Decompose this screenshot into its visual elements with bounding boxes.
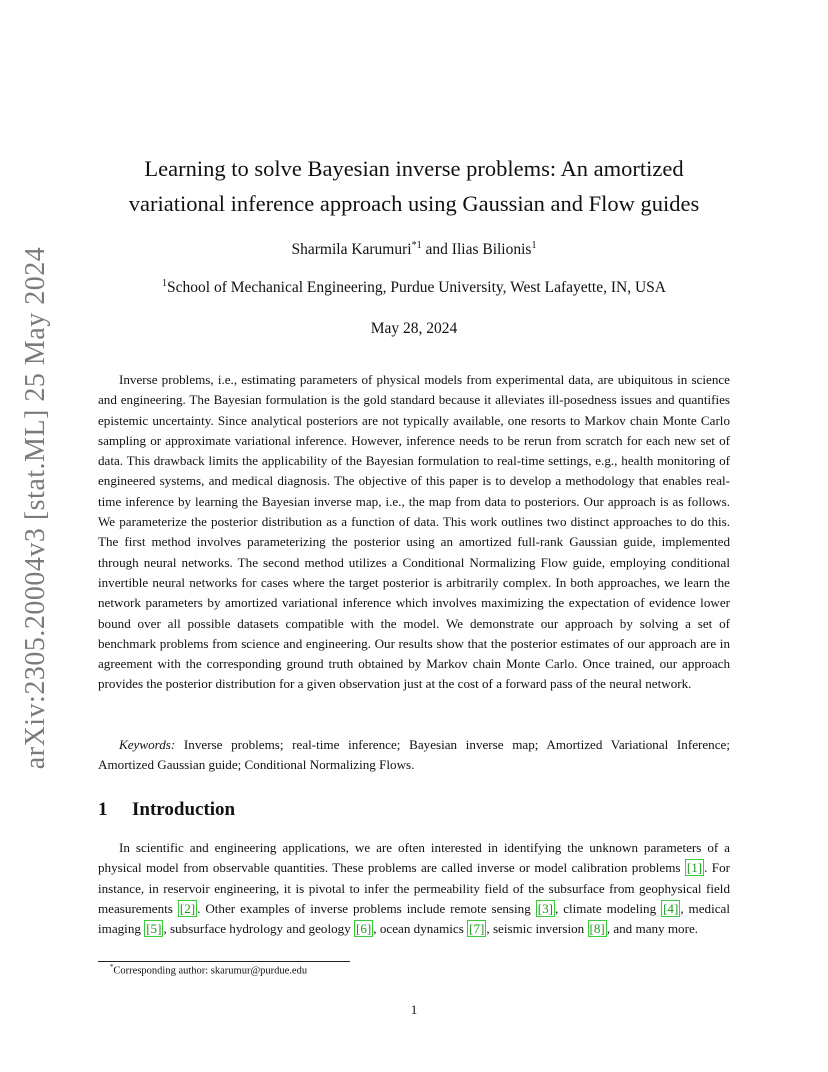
footnote-divider	[98, 961, 350, 962]
intro-text: In scientific and engineering applications, we are often interested in identifying the unknown parameters of a physical model from observable quantities. These problems are called inverse or model calibration problems	[98, 840, 730, 876]
intro-text: , subsurface hydrology and geology	[163, 921, 355, 937]
abstract: Inverse problems, i.e., estimating parameters of physical models from experimental data, are ubiquitous in science and engineering. The Bayesian formulation is the gold standard because it alleviates ill-posedness issues and quantifies epistemic uncertainty. Since analytical posteriors are not typically available, one resorts to Markov chain Monte Carlo sampling or approximate variational inference. However, inference needs to be rerun from scratch for each new set of data. This drawback limits the applicability of the Bayesian formulation to real-time settings, e.g., health monitoring of engineered systems, and medical diagnosis. The objective of this paper is to develop a methodology that enables real-time inference by learning the Bayesian inverse map, i.e., the map from data to posteriors. Our approach is as follows. We parameterize the posterior distribution as a function of data. This work outlines two distinct approaches to do this. The first method involves parameterizing the posterior using an amortized full-rank Gaussian guide, implemented through neural networks. The second method utilizes a Conditional Normalizing Flow guide, employing conditional invertible neural networks for cases where the target posterior is arbitrarily complex. In both approaches, we learn the network parameters by amortized variational inference which involves maximizing the expectation of evidence lower bound over all possible datasets compatible with the model. We demonstrate our approach by solving a set of benchmark problems from science and engineering. Our results show that the posterior estimates of our approach are in agreement with the corresponding ground truth obtained by Markov chain Monte Carlo. Once trained, our approach provides the posterior distribution for a given observation just at the cost of a forward pass of the neural network.	[98, 372, 730, 692]
affiliation	[98, 278, 730, 297]
arxiv-identifier: arXiv:2305.20004v3 [stat.ML] 25 May 2024	[20, 246, 51, 770]
citation-link[interactable]: [8]	[589, 921, 605, 937]
paper-title	[98, 151, 730, 221]
intro-text: . Other examples of inverse problems include remote sensing	[197, 900, 536, 916]
author-mark: *1	[411, 240, 422, 251]
affiliation-text: School of Mechanical Engineering, Purdue University, West Lafayette, IN, USA	[167, 279, 666, 297]
title-line-2: variational inference approach using Gaussian and Flow guides	[128, 191, 700, 216]
intro-text: , and many more.	[606, 921, 699, 937]
affiliation-mark: 1	[162, 278, 168, 289]
page-number: 1	[410, 1002, 418, 1017]
footnote-mark: *	[110, 964, 114, 971]
section-heading	[98, 799, 235, 821]
citation-link[interactable]: [2]	[179, 900, 196, 916]
intro-text: , seismic inversion	[486, 921, 588, 937]
intro-text: , medical imaging	[98, 900, 730, 937]
citation-link[interactable]: [4]	[663, 900, 679, 916]
citation-link[interactable]: [5]	[146, 921, 162, 937]
author-list	[98, 240, 730, 259]
keywords	[98, 735, 730, 776]
intro-text: . For instance, in reservoir engineering, it is pivotal to infer the permeability field of the subsurface from geophysical field measurements	[98, 860, 730, 916]
citation-link[interactable]: [1]	[686, 860, 703, 876]
title-line-1: Learning to solve Bayesian inverse problems: An amortized	[144, 156, 684, 181]
intro-text: , ocean dynamics	[373, 921, 468, 937]
footnote	[110, 964, 307, 977]
intro-text: , climate modeling	[554, 900, 662, 916]
keywords-text: Inverse problems; real-time inference; Bayesian inverse map; Amortized Variational Inference; Amortized Gaussian guide; Conditional Normalizing Flows.	[98, 737, 730, 773]
citation-link[interactable]: [3]	[537, 900, 553, 916]
section-title: Introduction	[132, 799, 236, 820]
author-name: Ilias Bilionis	[451, 241, 532, 259]
publication-date: May 28, 2024	[370, 320, 458, 337]
introduction-paragraph	[98, 838, 730, 939]
section-number: 1	[98, 799, 108, 820]
citation-link[interactable]: [6]	[356, 921, 372, 937]
author-name: Sharmila Karumuri	[291, 241, 412, 259]
footnote-text: Corresponding author: skarumur@purdue.edu	[113, 965, 308, 977]
author-conjunction: and	[421, 241, 452, 259]
author-mark: 1	[531, 240, 537, 251]
citation-link[interactable]: [7]	[469, 921, 485, 937]
keywords-label: Keywords:	[119, 737, 176, 752]
